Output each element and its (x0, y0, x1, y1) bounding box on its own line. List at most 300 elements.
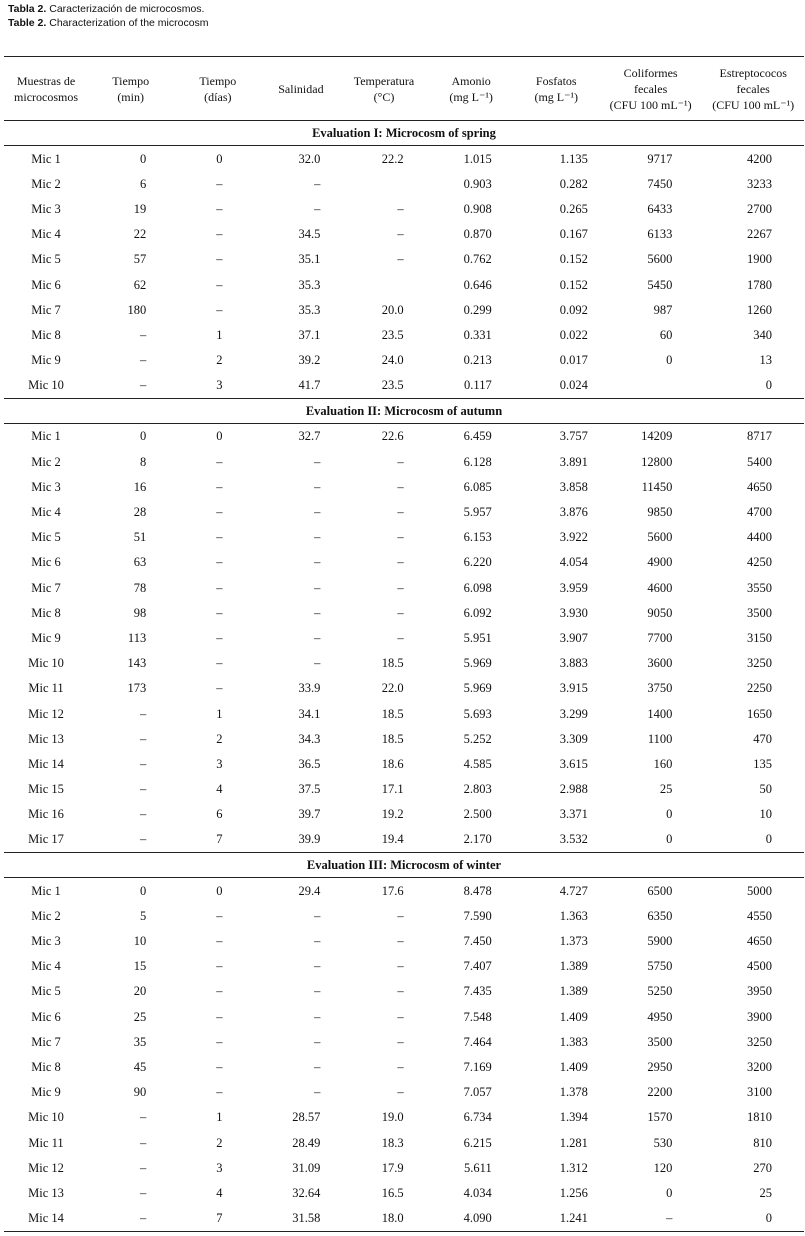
table-cell: 3600 (647, 656, 673, 671)
table-row (4, 1029, 804, 1054)
table-cell: 16 (133, 479, 147, 494)
table-cell: 2.170 (463, 832, 492, 847)
table-cell: 3.299 (559, 706, 588, 721)
caption-spanish-label: Tabla 2. (8, 3, 47, 15)
table-cell: 0 (666, 353, 673, 368)
table-row (4, 777, 804, 802)
table-cell: 23.5 (381, 378, 404, 393)
table-cell: 0.903 (463, 176, 492, 191)
table-cell: 1.378 (559, 1085, 588, 1100)
table-cell: 20.0 (381, 302, 404, 317)
table-cell: 987 (653, 302, 673, 317)
table-cell: – (397, 252, 404, 267)
table-cell: – (88, 1206, 173, 1232)
table-cell: 2 (216, 353, 223, 368)
table-cell: 0.117 (464, 378, 492, 393)
table-cell: – (314, 605, 321, 620)
table-cell (339, 272, 428, 297)
table-cell: 3.915 (559, 681, 588, 696)
table-cell: 32.0 (298, 151, 321, 166)
table-cell: – (216, 1059, 223, 1074)
table-cell: 3500 (647, 1034, 673, 1049)
table-cell: – (314, 555, 321, 570)
table-cell: 1 (216, 706, 223, 721)
column-header-line: (mg L⁻¹) (449, 89, 493, 104)
table-cell: 4.054 (559, 555, 588, 570)
sample-name-cell: Mic 12 (28, 1160, 64, 1175)
table-cell: – (216, 479, 223, 494)
table-cell: 0.331 (463, 327, 492, 342)
table-cell: – (139, 1185, 147, 1200)
table-cell: 15 (133, 959, 147, 974)
table-row (4, 600, 804, 625)
sample-name-cell: Mic 3 (31, 479, 61, 494)
table-cell: 1400 (647, 706, 673, 721)
table-cell: 4250 (747, 555, 772, 570)
table-cell: 1.409 (559, 1009, 588, 1024)
table-cell: 4550 (747, 908, 772, 923)
table-row (4, 878, 804, 904)
table-cell: – (216, 959, 223, 974)
table-row (4, 1130, 804, 1155)
table-cell: 0.022 (559, 327, 588, 342)
table-cell: – (397, 1085, 404, 1100)
table-cell: 1.394 (559, 1110, 588, 1125)
column-header (339, 57, 428, 121)
sample-name-cell: Mic 8 (31, 327, 61, 342)
table-row (4, 272, 804, 297)
table-cell: 2.500 (463, 807, 492, 822)
table-cell: 4.034 (463, 1185, 492, 1200)
sample-name-cell: Mic 17 (28, 832, 64, 847)
table-cell: 0 (216, 151, 223, 166)
table-row (4, 1004, 804, 1029)
table-cell: – (139, 832, 147, 847)
sample-name-cell: Mic 5 (31, 530, 61, 545)
column-header-line: fecales (736, 81, 770, 96)
table-row (4, 979, 804, 1004)
sample-name-cell: Mic 13 (28, 731, 64, 746)
table-cell: 6 (216, 807, 223, 822)
table-cell: – (397, 934, 404, 949)
table-cell: – (397, 505, 404, 520)
column-header-line: Estreptococos (719, 65, 787, 80)
table-cell: 4650 (747, 479, 772, 494)
table-cell: 5600 (647, 530, 673, 545)
table-cell: 0.213 (463, 353, 492, 368)
section-header-row (4, 121, 804, 146)
table-cell: 8.478 (463, 883, 492, 898)
table-cell: 4650 (747, 934, 772, 949)
table-cell: – (216, 555, 223, 570)
table-cell: – (397, 454, 404, 469)
table-cell: 7.435 (463, 984, 492, 999)
table-row (4, 171, 804, 196)
table-cell: 19.2 (381, 807, 404, 822)
table-cell: 0 (139, 429, 147, 444)
table-row (4, 575, 804, 600)
table-cell: 1.135 (559, 151, 588, 166)
caption-spanish (8, 2, 209, 16)
table-row (4, 1080, 804, 1105)
table-cell: – (397, 959, 404, 974)
table-cell: 0 (666, 832, 673, 847)
table-cell: 10 (133, 934, 147, 949)
table-cell: 50 (759, 782, 772, 797)
table-cell: 34.3 (298, 731, 321, 746)
table-cell: 0.265 (559, 201, 588, 216)
column-header (262, 57, 339, 121)
table-cell: 7 (173, 1206, 262, 1232)
table-cell: 5.957 (463, 505, 492, 520)
table-cell: 6.734 (463, 1110, 492, 1125)
table-cell: – (216, 580, 223, 595)
table-cell: 3.858 (559, 479, 588, 494)
table-row (4, 1206, 804, 1232)
table-cell: – (397, 555, 404, 570)
table-cell (339, 171, 428, 196)
table-cell: – (139, 1135, 147, 1150)
table-cell: – (314, 934, 321, 949)
table-cell: 4700 (747, 505, 772, 520)
table-cell: 0 (765, 832, 772, 847)
table-cell: 18.3 (381, 1135, 404, 1150)
sample-name-cell: Mic 9 (31, 1085, 61, 1100)
table-cell: 0.024 (559, 378, 588, 393)
table-cell: 3.371 (559, 807, 588, 822)
table-cell: 0.167 (559, 227, 588, 242)
table-cell: 4.727 (559, 883, 588, 898)
table-row (4, 903, 804, 928)
table-cell: – (216, 656, 223, 671)
table-cell: – (314, 454, 321, 469)
table-cell: – (216, 530, 223, 545)
table-cell: – (314, 630, 321, 645)
table-cell: 4 (216, 1185, 223, 1200)
table-cell: 5750 (647, 959, 673, 974)
table-cell: 6.085 (463, 479, 492, 494)
caption-spanish-text: Caracterización de microcosmos. (46, 3, 205, 15)
table-cell: – (139, 756, 147, 771)
caption-english (8, 16, 209, 30)
table-cell: 22 (133, 227, 147, 242)
table-row (4, 297, 804, 322)
table-cell: 17.6 (381, 883, 404, 898)
table-row (4, 348, 804, 373)
table-cell: 530 (653, 1135, 673, 1150)
table-cell: 62 (133, 277, 147, 292)
table-cell: 173 (127, 681, 147, 696)
column-header-line: Temperatura (353, 73, 415, 88)
table-row (4, 550, 804, 575)
table-cell: 23.5 (381, 327, 404, 342)
table-cell: 6 (139, 176, 147, 191)
table-cell: 3.757 (559, 429, 588, 444)
table-cell: 3 (216, 378, 223, 393)
table-cell: 35 (133, 1034, 147, 1049)
table-cell: 6.098 (463, 580, 492, 595)
table-cell: – (397, 605, 404, 620)
table-cell: 18.6 (381, 756, 404, 771)
table-cell: 6500 (647, 883, 673, 898)
table-cell: 1.256 (559, 1185, 588, 1200)
column-header-line: Salinidad (278, 81, 324, 96)
table-cell: 2250 (747, 681, 772, 696)
table-cell: 6.220 (463, 555, 492, 570)
sample-name-cell: Mic 2 (31, 176, 61, 191)
sample-name-cell: Mic 2 (31, 908, 61, 923)
sample-name-cell: Mic 14 (28, 756, 64, 771)
table-cell: – (314, 1059, 321, 1074)
table-cell: 22.6 (381, 429, 404, 444)
table-cell: 28 (133, 505, 147, 520)
table-cell: 0 (216, 429, 223, 444)
table-cell: 8717 (747, 429, 772, 444)
table-cell: 0.282 (559, 176, 588, 191)
table-cell: 4950 (647, 1009, 673, 1024)
table-row (4, 1180, 804, 1205)
table-row (4, 146, 804, 172)
table-cell: 470 (753, 731, 772, 746)
table-cell: 2 (216, 731, 223, 746)
table-cell: – (216, 605, 223, 620)
table-cell: 18.5 (381, 706, 404, 721)
table-cell: 3.907 (559, 630, 588, 645)
table-cell: 22.2 (381, 151, 404, 166)
table-cell: 5400 (747, 454, 772, 469)
table-cell: 8 (139, 454, 147, 469)
table-cell: – (314, 1085, 321, 1100)
table-row (4, 322, 804, 347)
table-row (4, 222, 804, 247)
table-cell: 31.58 (262, 1206, 339, 1232)
table-cell: – (139, 782, 147, 797)
column-header-line: Fosfatos (535, 73, 577, 88)
sample-name-cell: Mic 6 (31, 277, 61, 292)
table-cell: 17.9 (381, 1160, 404, 1175)
table-cell: 31.09 (292, 1160, 321, 1175)
sample-name-cell: Mic 1 (31, 883, 61, 898)
table-cell: – (139, 378, 147, 393)
table-cell: 7.407 (463, 959, 492, 974)
table-cell: – (216, 454, 223, 469)
table-cell: 5.969 (463, 681, 492, 696)
table-cell: – (599, 1206, 703, 1232)
sample-name-cell: Mic 9 (31, 353, 61, 368)
section-title: Evaluation I: Microcosm of spring (4, 121, 804, 146)
table-cell: 18.0 (339, 1206, 428, 1232)
table-cell: 7.169 (463, 1059, 492, 1074)
sample-name-cell: Mic 8 (31, 605, 61, 620)
sample-name-cell: Mic 11 (28, 681, 64, 696)
table-cell: – (314, 530, 321, 545)
table-cell: 3.532 (559, 832, 588, 847)
table-cell: 270 (753, 1160, 772, 1175)
table-cell: 10 (759, 807, 772, 822)
table-cell: 1.241 (514, 1206, 599, 1232)
table-cell: 19 (133, 201, 147, 216)
sample-name-cell: Mic 8 (31, 1059, 61, 1074)
table-row (4, 247, 804, 272)
table-cell: 37.1 (298, 327, 321, 342)
table-cell: 6.215 (463, 1135, 492, 1150)
column-header-line: Tiempo (112, 73, 150, 88)
table-cell: 1100 (647, 731, 673, 746)
column-header-line: (CFU 100 mL⁻¹) (712, 97, 795, 112)
sample-name-cell: Mic 14 (4, 1206, 88, 1232)
table-cell: 1.015 (463, 151, 492, 166)
table-cell: 2700 (747, 201, 772, 216)
table-cell: 3250 (747, 1034, 772, 1049)
table-cell: 6133 (647, 227, 673, 242)
table-cell: – (139, 1160, 147, 1175)
column-header-line: (°C) (373, 89, 395, 104)
table-cell: 3.309 (559, 731, 588, 746)
table-row (4, 827, 804, 853)
table-cell: 0.762 (463, 252, 492, 267)
table-cell: 6.153 (463, 530, 492, 545)
table-cell: 45 (133, 1059, 147, 1074)
table-cell: 34.1 (298, 706, 321, 721)
table-cell: 4500 (747, 959, 772, 974)
table-cell: – (397, 1009, 404, 1024)
table-cell: 2267 (747, 227, 772, 242)
table-row (4, 525, 804, 550)
sample-name-cell: Mic 13 (28, 1185, 64, 1200)
table-row (4, 423, 804, 449)
table-cell: 36.5 (298, 756, 321, 771)
table-cell: 5.252 (463, 731, 492, 746)
column-header (429, 57, 514, 121)
table-cell: 1260 (747, 302, 772, 317)
sample-name-cell: Mic 5 (31, 984, 61, 999)
table-cell: 0.299 (463, 302, 492, 317)
table-cell: 2.988 (559, 782, 588, 797)
table-row (4, 625, 804, 650)
table-cell: 3 (216, 756, 223, 771)
table-cell: 0.017 (559, 353, 588, 368)
table-cell: 5450 (647, 277, 673, 292)
table-cell: 4400 (747, 530, 772, 545)
section-title: Evaluation III: Microcosm of winter (4, 853, 804, 878)
table-cell: – (314, 505, 321, 520)
table-cell: – (314, 656, 321, 671)
table-cell: 2950 (647, 1059, 673, 1074)
table-cell: 1900 (747, 252, 772, 267)
table-cell: – (216, 681, 223, 696)
table-cell: 3.930 (559, 605, 588, 620)
table-header (4, 57, 804, 121)
table-cell: – (314, 201, 321, 216)
column-header-line: Coliformes (623, 65, 678, 80)
table-cell: 1.389 (559, 959, 588, 974)
sample-name-cell: Mic 15 (28, 782, 64, 797)
column-header-line: Muestras de (16, 73, 76, 88)
table-cell: 1650 (747, 706, 772, 721)
table-cell: 3550 (747, 580, 772, 595)
table-row (4, 1105, 804, 1130)
table-cell: 25 (133, 1009, 147, 1024)
table-cell: 5 (139, 908, 147, 923)
table-cell: 3.615 (559, 756, 588, 771)
table-row (4, 701, 804, 726)
table-cell: – (397, 201, 404, 216)
header-row (4, 57, 804, 121)
sample-name-cell: Mic 12 (28, 706, 64, 721)
table-row (4, 676, 804, 701)
sample-name-cell: Mic 10 (28, 656, 64, 671)
table-cell: – (314, 1034, 321, 1049)
table-cell: 0 (765, 378, 772, 393)
section-header-row (4, 853, 804, 878)
table-cell: – (216, 1034, 223, 1049)
table-cell: – (216, 630, 223, 645)
column-header (4, 57, 88, 121)
table-cell: 2200 (647, 1085, 673, 1100)
table-cell: 0.646 (463, 277, 492, 292)
table-cell: 9850 (647, 505, 673, 520)
table-cell: – (314, 176, 321, 191)
column-header-line: (min) (117, 89, 144, 104)
sample-name-cell: Mic 4 (31, 505, 61, 520)
table-cell: – (314, 479, 321, 494)
table-cell: 4.585 (463, 756, 492, 771)
table-cell: 3.959 (559, 580, 588, 595)
sample-name-cell: Mic 9 (31, 630, 61, 645)
table-cell: 3150 (747, 630, 772, 645)
column-header (88, 57, 173, 121)
table-cell: 0 (139, 151, 147, 166)
table-cell: – (216, 201, 223, 216)
table-cell: 4.090 (429, 1206, 514, 1232)
table-cell: 1.389 (559, 984, 588, 999)
table-cell: 120 (653, 1160, 673, 1175)
table-cell: 4600 (647, 580, 673, 595)
table-cell: 90 (133, 1085, 147, 1100)
column-header (173, 57, 262, 121)
table-cell: 22.0 (381, 681, 404, 696)
table-cell: – (397, 630, 404, 645)
table-cell: 1.383 (559, 1034, 588, 1049)
table-row (4, 726, 804, 751)
table-cell: 2 (216, 1135, 223, 1150)
table-cell: – (397, 1034, 404, 1049)
table-caption (8, 2, 209, 30)
sample-name-cell: Mic 4 (31, 959, 61, 974)
sample-name-cell: Mic 6 (31, 555, 61, 570)
table-cell: 1.409 (559, 1059, 588, 1074)
table-cell: – (139, 327, 147, 342)
table-cell: 810 (753, 1135, 772, 1150)
table-cell: 1 (216, 327, 223, 342)
sample-name-cell: Mic 3 (31, 934, 61, 949)
table-cell: 4200 (747, 151, 772, 166)
column-header (599, 57, 703, 121)
column-header-line: (mg L⁻¹) (534, 89, 579, 104)
table-cell: 98 (133, 605, 147, 620)
table-cell: 340 (753, 327, 772, 342)
table-cell: 3500 (747, 605, 772, 620)
table-cell: 5.951 (463, 630, 492, 645)
table-cell: – (314, 1009, 321, 1024)
table-cell: 9717 (647, 151, 673, 166)
table-cell: – (216, 252, 223, 267)
sample-name-cell: Mic 1 (31, 151, 61, 166)
table-cell: 18.5 (381, 656, 404, 671)
table-row (4, 651, 804, 676)
table-cell: 113 (127, 630, 147, 645)
column-header-line: (CFU 100 mL⁻¹) (609, 97, 692, 112)
